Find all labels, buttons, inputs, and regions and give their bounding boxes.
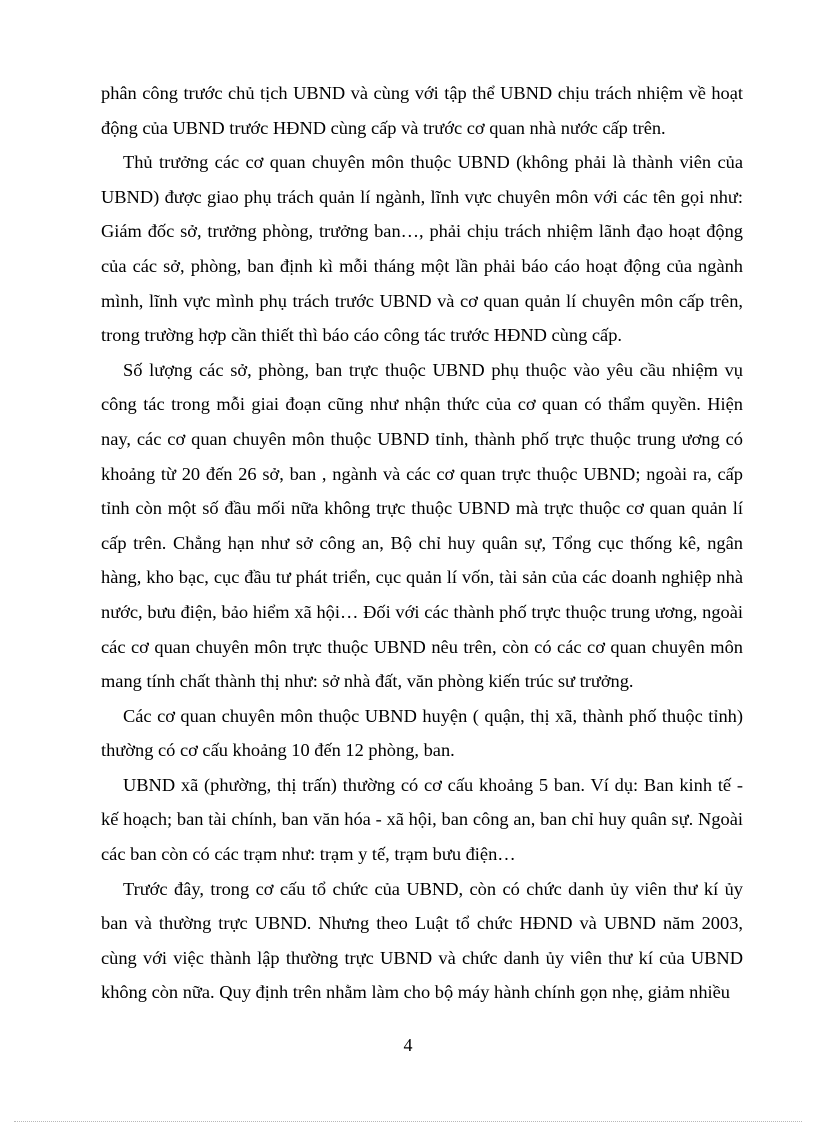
page-bottom-border (14, 1121, 802, 1122)
page-number: 4 (403, 1035, 413, 1055)
paragraph-2: Thủ trưởng các cơ quan chuyên môn thuộc UBND (không phải là thành viên của UBND) được giao phụ trách quản lí ngành, lĩnh vực chuyên môn với các tên gọi như: Giám đốc sở, trưởng phòng, trưởng ban…, phải chịu trách nhiệm lãnh đạo hoạt động của các sở, phòng, ban định kì mỗi tháng một lần phải báo cáo hoạt động của ngành mình, lĩnh vực mình phụ trách trước UBND và cơ quan quản lí chuyên môn cấp trên, trong trường hợp cần thiết thì báo cáo công tác trước HĐND cùng cấp. (101, 152, 743, 346)
paragraph-1: phân công trước chủ tịch UBND và cùng với tập thể UBND chịu trách nhiệm về hoạt động của UBND trước HĐND cùng cấp và trước cơ quan nhà nước cấp trên. (101, 83, 743, 138)
paragraph-6: Trước đây, trong cơ cấu tổ chức của UBND, còn có chức danh ủy viên thư kí ủy ban và thường trực UBND. Nhưng theo Luật tổ chức HĐND và UBND năm 2003, cùng với việc thành lập thường trực UBND và chức danh ủy viên thư kí của UBND không còn nữa. Quy định trên nhằm làm cho bộ máy hành chính gọn nhẹ, giảm nhiều (101, 878, 743, 1003)
paragraph-5: UBND xã (phường, thị trấn) thường có cơ cấu khoảng 5 ban. Ví dụ: Ban kinh tế - kế hoạch; ban tài chính, ban văn hóa - xã hội, ban công an, ban chỉ huy quân sự. Ngoài các ban còn có các trạm như: trạm y tế, trạm bưu điện… (101, 774, 743, 865)
paragraph-4: Các cơ quan chuyên môn thuộc UBND huyện ( quận, thị xã, thành phố thuộc tỉnh) thường có cơ cấu khoảng 10 đến 12 phòng, ban. (101, 705, 743, 761)
body-text (101, 76, 743, 1010)
paragraph-3: Số lượng các sở, phòng, ban trực thuộc UBND phụ thuộc vào yêu cầu nhiệm vụ công tác trong mỗi giai đoạn cũng như nhận thức của cơ quan có thẩm quyền. Hiện nay, các cơ quan chuyên môn thuộc UBND tỉnh, thành phố trực thuộc trung ương có khoảng từ 20 đến 26 sở, ban , ngành và các cơ quan trực thuộc UBND; ngoài ra, cấp tỉnh còn một số đầu mối nữa không trực thuộc UBND mà trực thuộc cơ quan quản lí cấp trên. Chẳng hạn như sở công an, Bộ chỉ huy quân sự, Tổng cục thống kê, ngân hàng, kho bạc, cục đầu tư phát triển, cục quản lí vốn, tài sản của các doanh nghiệp nhà nước, bưu điện, bảo hiểm xã hội… Đối với các thành phố trực thuộc trung ương, ngoài các cơ quan chuyên môn trực thuộc UBND nêu trên, còn có các cơ quan chuyên môn mang tính chất thành thị như: sở nhà đất, văn phòng kiến trúc sư trưởng. (101, 359, 743, 692)
